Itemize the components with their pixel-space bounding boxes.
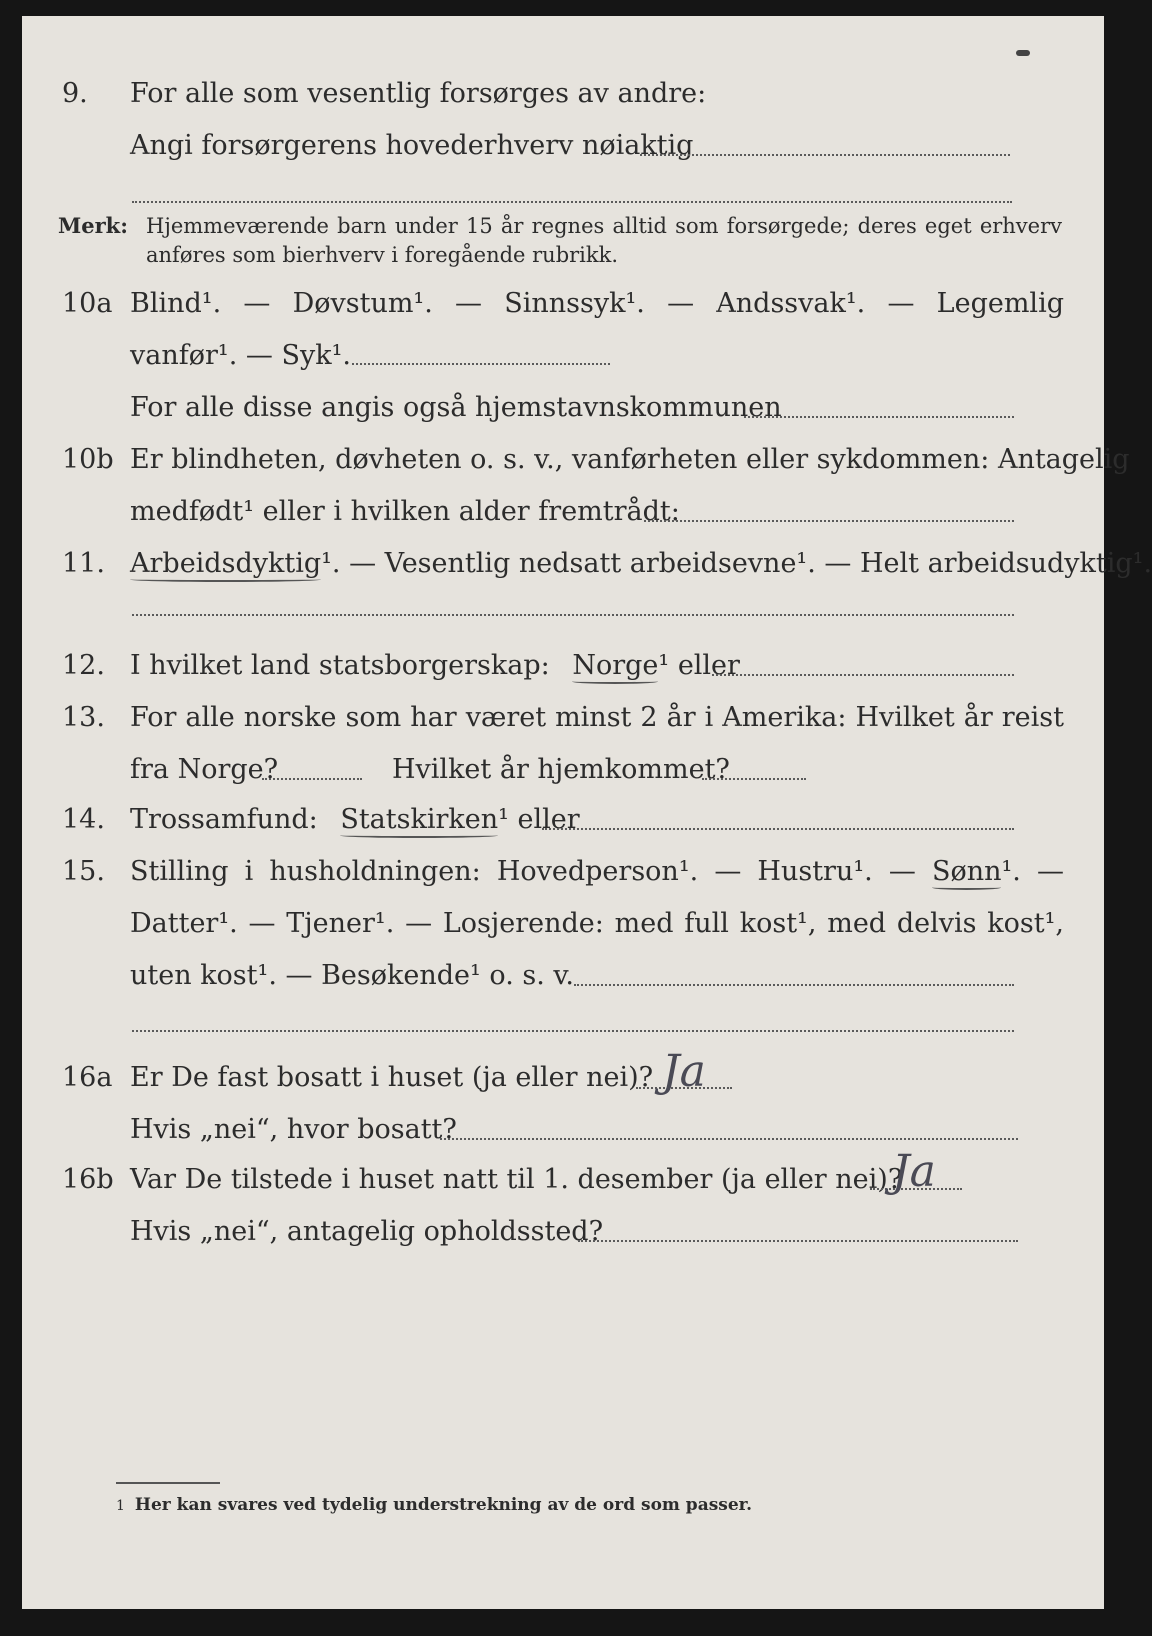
question-16a-line-2 — [22, 1110, 1104, 1150]
answer-line[interactable] — [262, 778, 362, 780]
question-text: For alle norske som har været minst 2 år i Amerika: Hvilket år reist — [130, 702, 1064, 733]
question-text: For alle disse angis også hjemstavnskommunen — [130, 392, 782, 423]
note-label: Merk: — [58, 213, 128, 238]
question-10a-line-3 — [22, 388, 1104, 428]
answer-line[interactable] — [132, 614, 1014, 616]
answer-line[interactable] — [352, 363, 610, 365]
question-13 — [22, 698, 1104, 738]
footnote-rule — [116, 1482, 220, 1484]
answer-line[interactable] — [640, 154, 1010, 156]
question-number: 15. — [62, 856, 105, 887]
note-text: Hjemmeværende barn under 15 år regnes alltid som forsørgede; deres eget erhverv — [146, 214, 1062, 238]
question-text: vanfør¹. — Syk¹. — [130, 340, 351, 371]
question-text: I hvilket land statsborgerskap: — [130, 650, 550, 681]
question-16b-line-2 — [22, 1212, 1104, 1252]
question-text: Stilling i husholdningen: Hovedperson¹. — Hustru¹. — — [130, 856, 916, 887]
answer-line[interactable] — [542, 828, 1014, 830]
question-number: 13. — [62, 702, 105, 733]
question-text: Er blindheten, døvheten o. s. v., vanførheten eller sykdommen: Antagelig — [130, 444, 1130, 475]
answer-line[interactable] — [712, 674, 1014, 676]
footnote-text: Her kan svares ved tydelig understrekning av de ord som passer. — [134, 1495, 752, 1515]
answer-line[interactable] — [578, 1240, 1018, 1242]
question-text: ¹. — Vesentlig nedsatt arbeidsevne¹. — Helt arbeidsudyktig¹. — [321, 548, 1152, 579]
question-number: 14. — [62, 804, 105, 835]
answer-line[interactable] — [132, 201, 1012, 203]
question-text: ¹ eller — [498, 804, 580, 835]
question-15-line-2 — [22, 904, 1104, 944]
question-text: Var De tilstede i huset natt til 1. desember (ja eller nei)? — [130, 1164, 903, 1195]
ink-spot — [1016, 50, 1030, 56]
question-text: Hvis „nei“, antagelig opholdssted? — [130, 1216, 604, 1247]
question-10a-line-2 — [22, 336, 1104, 376]
underlined-answer: Arbeidsdyktig — [130, 544, 321, 584]
question-10a — [22, 284, 1104, 324]
question-text: Blind¹. — Døvstum¹. — Sinnssyk¹. — Andssvak¹. — Legemlig — [130, 288, 1064, 319]
question-number: 16b — [62, 1164, 114, 1195]
answer-line[interactable] — [440, 1138, 1018, 1140]
question-10b-line-2 — [22, 492, 1104, 532]
question-number: 10b — [62, 444, 114, 475]
handwritten-answer: Ja — [662, 1046, 706, 1097]
underlined-answer: Norge — [572, 646, 658, 686]
question-text: Er De fast bosatt i huset (ja eller nei)? — [130, 1062, 654, 1093]
answer-line[interactable] — [132, 1030, 1014, 1032]
question-15-line-3 — [22, 956, 1104, 996]
question-text: ¹. — — [1001, 856, 1064, 887]
answer-line[interactable] — [644, 520, 1014, 522]
question-14 — [22, 800, 1104, 840]
question-text: Angi forsørgerens hovederhverv nøiaktig — [130, 130, 694, 161]
merk-note — [22, 211, 1104, 271]
answer-line[interactable] — [702, 778, 806, 780]
question-text: ¹ eller — [658, 650, 740, 681]
question-text: Datter¹. — Tjener¹. — Losjerende: med full kost¹, med delvis kost¹, — [130, 908, 1064, 939]
question-16b — [22, 1160, 1104, 1200]
underlined-answer: Statskirken — [340, 800, 498, 840]
census-form-page — [22, 16, 1152, 1609]
question-10b — [22, 440, 1130, 480]
question-9-line-2 — [22, 126, 1104, 166]
answer-line[interactable] — [744, 416, 1014, 418]
question-text: uten kost¹. — Besøkende¹ o. s. v. — [130, 960, 575, 991]
footnote-mark: 1 — [116, 1498, 125, 1514]
question-text: Hvilket år hjemkommet? — [392, 754, 730, 785]
question-text: Trossamfund: — [130, 804, 318, 835]
question-9 — [22, 74, 1104, 114]
answer-line[interactable] — [574, 984, 1014, 986]
question-number: 9. — [62, 78, 88, 109]
handwritten-answer: Ja — [892, 1146, 936, 1197]
question-15 — [22, 852, 1104, 892]
question-text: For alle som vesentlig forsørges av andre: — [130, 78, 707, 109]
question-text: Hvis „nei“, hvor bosatt? — [130, 1114, 457, 1145]
underlined-answer: Sønn — [932, 852, 1002, 892]
question-number: 16a — [62, 1062, 113, 1093]
question-number: 11. — [62, 548, 105, 579]
question-text: fra Norge? — [130, 754, 279, 785]
question-number: 12. — [62, 650, 105, 681]
question-13-line-2 — [22, 750, 1104, 790]
footnote — [116, 1493, 752, 1518]
question-16a — [22, 1058, 1104, 1098]
note-text: anføres som bierhverv i foregående rubrikk. — [146, 243, 619, 267]
question-12 — [22, 646, 1104, 686]
question-number: 10a — [62, 288, 113, 319]
question-11 — [22, 544, 1152, 584]
question-text: medfødt¹ eller i hvilken alder fremtrådt: — [130, 496, 680, 527]
